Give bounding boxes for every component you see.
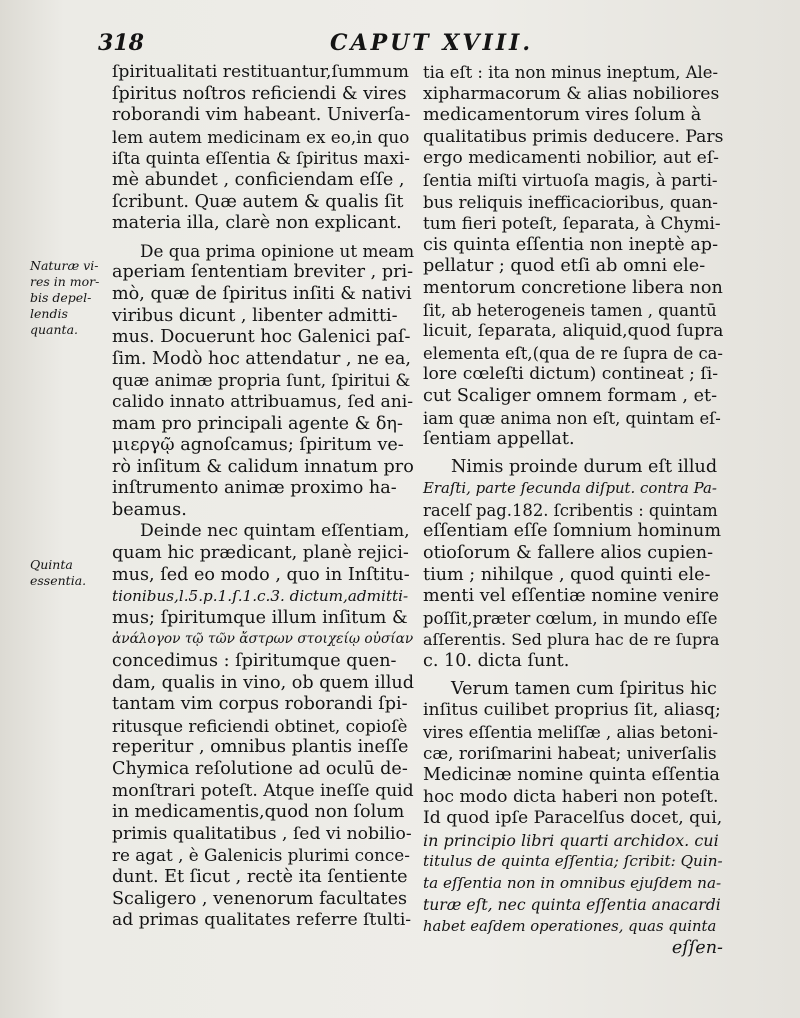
text-line: ſpiritus noſtros reficiendi & vires	[112, 83, 407, 104]
text-line: iam quæ anima non eſt, quintam eſ-	[423, 408, 721, 428]
text-line: Medicinæ nomine quinta eſſentia	[423, 765, 720, 785]
text-line: iſta quinta eſſentia & ſpiritus maxi-	[112, 148, 410, 169]
text-line: in medicamentis,quod non ſolum	[112, 802, 405, 823]
text-line: tia eſt : ita non minus ineptum, Ale-	[423, 63, 719, 82]
text-line: dam, qualis in vino, ob quem illud	[112, 672, 415, 693]
text-line: titulus de quinta eſſentia; ſcribit: Quin-	[423, 852, 723, 871]
text-line: ergo medicamenti nobilior, aut eſ-	[423, 148, 719, 169]
text-line: tantam vim corpus roborandi ſpi-	[112, 694, 408, 715]
text-line: μιεργῷ agnoſcamus; ſpiritum ve-	[112, 435, 404, 456]
margin-note-line: res in mor-	[30, 274, 100, 289]
text-line: materia illa, clarè non explicant.	[112, 213, 402, 234]
page-header	[0, 30, 800, 60]
text-line: dunt. Et ſicut , rectè ita ſentiente	[112, 866, 408, 887]
text-line: Nimis proinde durum eſt illud	[451, 456, 718, 477]
text-line-greek: ἀνάλογον τῷ τῶν ἄστρων στοιχείῳ οὐσίαν	[112, 631, 414, 648]
text-line: monſtrari poteſt. Atque ineſſe quid	[112, 780, 414, 801]
margin-note-line: quanta.	[30, 322, 79, 337]
text-line: rò inſitum & calidum innatum pro	[112, 456, 414, 477]
text-line: in principio libri quarti archidox. cui	[423, 830, 719, 850]
margin-note-quinta-essentia	[30, 557, 86, 589]
text-line: poſſit,præter cœlum, in mundo eſſe	[423, 608, 718, 628]
text-line: lem autem medicinam ex eo,in quo	[112, 126, 410, 147]
text-line: aſſerentis. Sed plura hac de re ſupra	[423, 630, 720, 650]
text-line: ſcribunt. Quæ autem & qualis ſit	[112, 191, 404, 212]
page-number: 318	[98, 30, 144, 56]
text-line: ritusque reficiendi obtinet, copioſè	[112, 715, 408, 736]
text-line: roborandi vim habeant. Univerſa-	[112, 105, 411, 126]
text-line: Eraſti, parte ſecunda diſput. contra Pa-	[423, 479, 717, 498]
text-line: cut Scaliger omnem formam , et-	[423, 385, 718, 406]
text-line: inſtrumento animæ proximo ha-	[112, 478, 397, 499]
text-line: beamus.	[112, 499, 187, 520]
text-line: ſpiritualitati restituantur,ſummum	[112, 62, 409, 82]
text-line: mò, quæ de ſpiritus inſiti & nativi	[112, 283, 412, 304]
text-line: quæ animæ propria ſunt, ſpiritui &	[112, 370, 411, 391]
text-line: cæ, roriſmarini habeat; univerſalis	[423, 743, 717, 764]
text-line: c. 10. dicta ſunt.	[423, 651, 570, 672]
text-line: primis qualitatibus , ſed vi nobilio-	[112, 823, 412, 844]
text-line: De qua prima opinione ut meam	[140, 240, 415, 261]
text-line: ſim. Modò hoc attendatur , ne ea,	[112, 348, 411, 369]
text-line: cis quinta eſſentia non ineptè ap-	[423, 234, 719, 255]
text-line: mam pro principali agente & δη-	[112, 413, 403, 434]
text-line: tium ; nihilque , quod quinti ele-	[423, 564, 711, 585]
text-line: turæ eſt, nec quinta eſſentia anacardi	[423, 895, 721, 914]
margin-note-naturae-vires	[30, 258, 99, 338]
text-line: viribus dicunt , libenter admitti-	[112, 305, 398, 326]
text-line: pellatur ; quod etſi ab omni ele-	[423, 256, 706, 277]
margin-note-line: lendis	[30, 306, 68, 321]
text-line: vires eſſentia meliſſæ , alias betoni-	[423, 722, 719, 742]
text-line: racelſ pag.182. ſcribentis : quintam	[423, 500, 718, 520]
text-line: Deinde nec quintam eſſentiam,	[140, 521, 410, 542]
text-line: otioſorum & fallere alios cupien-	[423, 543, 714, 564]
text-line: mè abundet , conficiendam eſſe ,	[112, 169, 405, 190]
text-line: eſſen-	[671, 937, 723, 958]
text-line: eſſentiam eſſe ſomnium hominum	[423, 521, 722, 542]
text-line: mus, ſed eo modo , quo in Inſtitu-	[112, 564, 410, 585]
text-line: qualitatibus primis deducere. Pars	[423, 126, 724, 147]
text-line: tum fieri poteſt, ſeparata, à Chymi-	[423, 213, 721, 234]
text-line: Verum tamen cum ſpiritus hic	[451, 678, 717, 699]
margin-note-line: Quinta	[30, 557, 73, 572]
running-head: CAPUT XVIII.	[330, 30, 534, 56]
left-text-column	[112, 62, 414, 932]
text-line: aperiam ſententiam breviter , pri-	[112, 262, 414, 283]
text-line: Scaligero , venenorum facultates	[112, 888, 408, 909]
text-line: calido innato attribuamus, ſed ani-	[112, 391, 414, 412]
text-line: ſentia miſti virtuoſa magis, à parti-	[423, 169, 718, 190]
text-line: mus. Docuerunt hoc Galenici paſ-	[112, 327, 411, 348]
text-line: Chymica reſolutione ad oculū de-	[112, 759, 408, 779]
text-line: elementa eſt,(qua de re ſupra de ca-	[423, 343, 723, 363]
text-line: Id quod ipſe Paracelſus docet, qui,	[423, 808, 723, 829]
text-line: ad primas qualitates referre ſtulti-	[112, 910, 412, 931]
margin-note-line: essentia.	[30, 573, 87, 588]
text-line: xipharmacorum & alias nobiliores	[423, 83, 720, 104]
text-line: quam hic prædicant, planè rejici-	[112, 543, 409, 564]
text-line: licuit, ſeparata, aliquid,quod ſupra	[423, 321, 724, 342]
text-line: hoc modo dicta haberi non poteſt.	[423, 786, 719, 807]
text-line: ſentiam appellat.	[423, 429, 575, 450]
margin-note-line: Naturæ vi-	[30, 258, 99, 273]
right-text-column	[423, 62, 723, 959]
text-line: reperitur , omnibus plantis ineſſe	[112, 737, 409, 758]
margin-note-line: bis depel-	[30, 290, 92, 305]
text-line: medicamentorum vires ſolum à	[423, 105, 702, 126]
text-line: inſitus cuilibet proprius ſit, aliasq;	[423, 700, 721, 721]
text-line: concedimus : ſpiritumque quen-	[112, 651, 397, 672]
text-line: habet eaſdem operationes, quas quinta	[423, 918, 717, 936]
text-line: mentorum concretione libera non	[423, 277, 723, 298]
text-line: menti vel eſſentiæ nomine venire	[423, 586, 719, 607]
text-line: mus; ſpiritumque illum inſitum &	[112, 607, 408, 628]
text-line: ta eſſentia non in omnibus ejuſdem na-	[423, 873, 722, 892]
text-line: re agat , è Galenicis plurimi conce-	[112, 845, 410, 866]
text-line: bus reliquis inefficacioribus, quan-	[423, 191, 718, 212]
text-line: tionibus,l.5.p.1.ſ.1.c.3. dictum,admitti-	[112, 587, 409, 606]
text-line: lore cœleſti dictum) contineat ; ſi-	[423, 364, 719, 385]
text-line: ſit, ab heterogeneis tamen , quantū	[423, 300, 717, 320]
